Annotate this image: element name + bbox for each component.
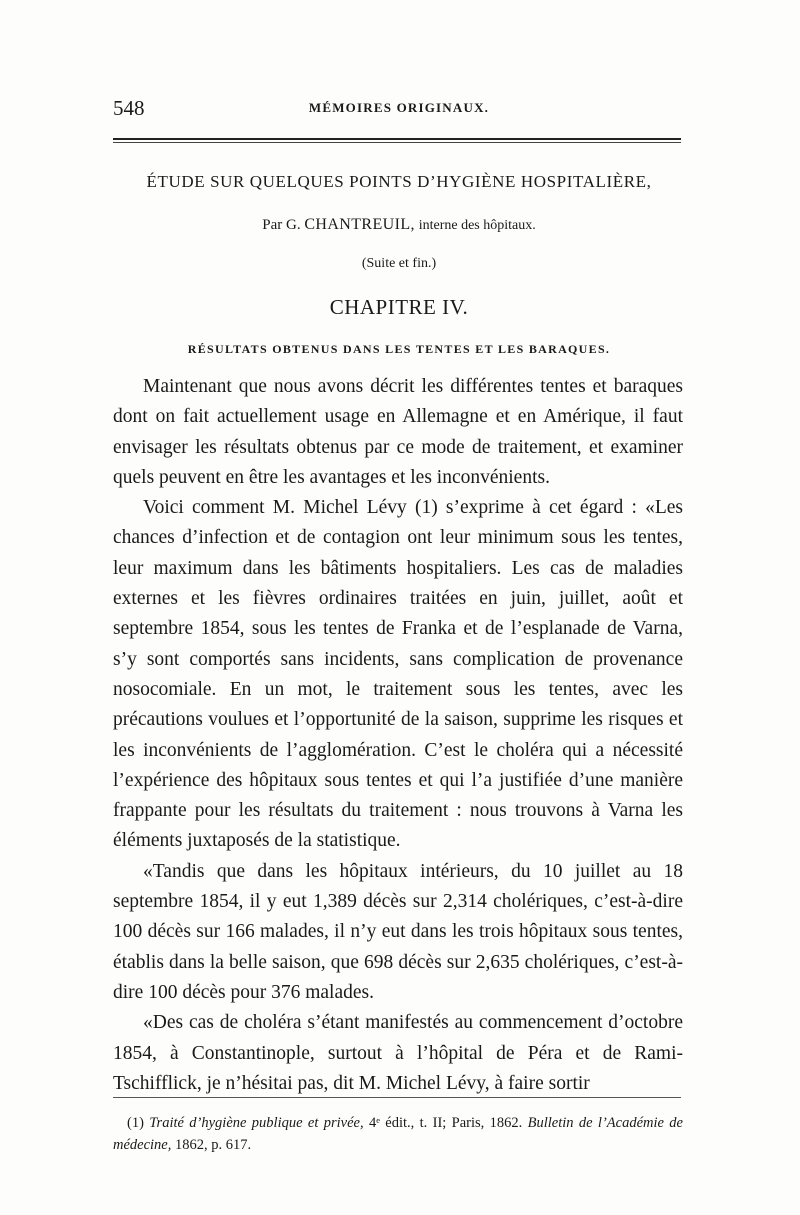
paragraph: Maintenant que nous avons décrit les différentes tentes et baraques dont on fait actuellement usage en Allemagne et en Amérique, il faut envisager les résultats obtenus par ce mode de traitement, et examiner quels peuvent en être les avantages et les inconvénients. [113,376,683,488]
footnote-end: 1862, p. 617. [175,1137,252,1153]
header-rule [113,138,681,143]
footnote [113,1112,683,1156]
footnote-edition: 4ᵉ édit., t. II; Paris, 1862. [368,1115,523,1131]
footnote-rule [113,1097,681,1098]
page-number: 548 [113,96,145,120]
paragraph: «Des cas de choléra s’étant manifestés au commencement d’octobre 1854, à Constantinople, surtout à l’hôpital de Péra et de Rami-Tschifflick, je n’hésitai pas, dit M. Michel Lévy, à faire sortir [113,1012,683,1094]
continuation-note: (Suite et fin.) [361,256,437,271]
paragraph: Voici comment M. Michel Lévy (1) s’exprime à cet égard : «Les chances d’infection et de contagion ont leur minimum sous les tentes, leur maximum dans les bâtiments hospitaliers. Les cas de maladies externes et les fièvres ordinaires traitées en juin, juillet, août et septembre 1854, sous les tentes de Franka et de l’esplanade de Varna, s’y sont comportés sans incidents, sans complication de provenance nosocomiale. En un mot, le traitement sous les tentes, avec les précautions voulues et l’opportunité de la saison, supprime les risques et les inconvénients de l’agglomération. C’est le choléra qui a nécessité l’expérience des hôpitaux sous tentes et qui l’a justifiée d’une manière frappante pour les résultats du traitement : nous trouvons à Varna les éléments juxtaposés de la statistique. [113,497,683,852]
author-role: interne des hôpitaux. [418,218,536,233]
footnote-title: Traité d’hygiène publique et privée, [149,1115,364,1131]
byline [113,216,685,234]
chapter-heading: CHAPITRE IV. [329,295,469,319]
footnote-marker: (1) [127,1115,144,1131]
running-head [113,96,685,120]
body-text [113,372,683,1099]
running-title: MÉMOIRES ORIGINAUX. [308,100,490,115]
paragraph: «Tandis que dans les hôpitaux intérieurs, du 10 juillet au 18 septembre 1854, il y eut 1,389 décès sur 2,314 cholériques, c’est-à-dire 100 décès sur 166 malades, il n’y eut dans les trois hôpitaux sous tentes, établis dans la belle saison, que 698 décès sur 2,635 cholériques, c’est-à-dire 100 décès pour 376 malades. [113,860,683,1003]
byline-prefix: Par G. [262,217,301,233]
article-title: ÉTUDE SUR QUELQUES POINTS D’HYGIÈNE HOSPITALIÈRE, [146,172,652,191]
author-name: CHANTREUIL, [304,216,415,233]
chapter-subtitle: RÉSULTATS OBTENUS DANS LES TENTES ET LES BARAQUES. [187,342,611,356]
footnote-bulletin: Bulletin de l’Académie de médecine, [113,1115,683,1153]
